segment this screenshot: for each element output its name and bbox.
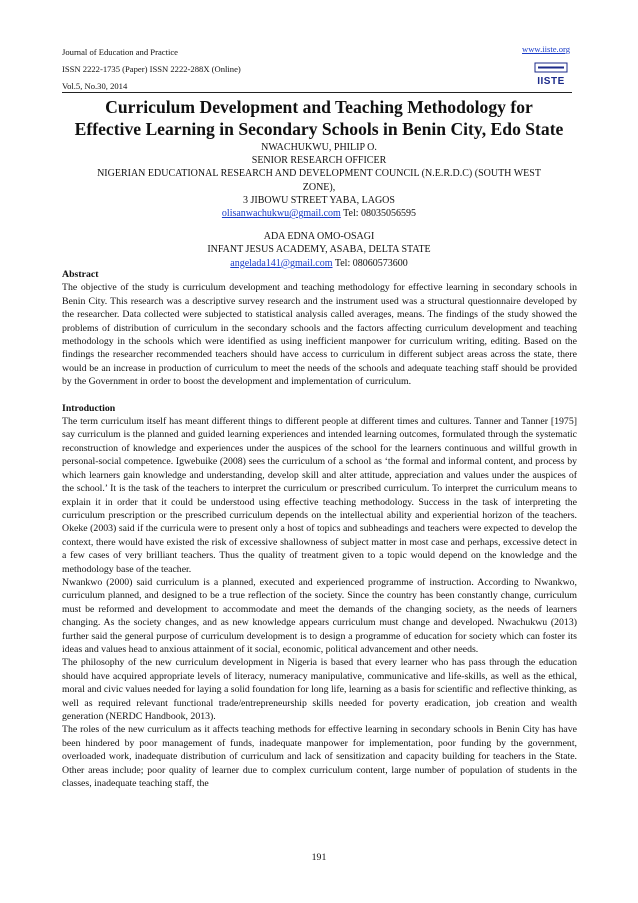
- author1-org-line-2: ZONE),: [302, 181, 336, 193]
- author1-role: SENIOR RESEARCH OFFICER: [251, 155, 387, 167]
- author-block: [62, 141, 576, 270]
- iiste-logo: [534, 62, 568, 88]
- author2-email-link[interactable]: angelada141@gmail.com: [230, 257, 333, 269]
- author1-contact: [62, 207, 576, 220]
- paper-title: [40, 96, 598, 140]
- header-divider: [62, 92, 572, 93]
- title-line-1: Curriculum Development and Teaching Methodology for: [105, 97, 533, 117]
- author1-tel: Tel: 08035056595: [340, 208, 417, 220]
- intro-paragraph: The roles of the new curriculum as it affects teaching methods for effective learning in secondary schools in Benin City has have been hindered by poor management of funds, inadequate manpower for implementation, poor funding by the government, overloaded work, inadequate distribution of curriculum and lack of sensitization and capacity building for teachers in the State. Other areas include; poor quality of learner due to complex curriculum content, large number of population of students in the classes, inadequate teaching staff, the: [62, 724, 577, 790]
- intro-paragraph: The philosophy of the new curriculum development in Nigeria is based that every learner who has pass through the education should have acquired appropriate levels of literacy, numeracy manipulative, communicative and life-skills, as well as the ethical, moral and civic values needed for laying a solid foundation for long life, learning as a basis for scientific and reflective thinking, as well as required relevant functional trade/entrepreneurship skills needed for poverty eradication, job creation and wealth generation (NERDC Handbook, 2013).: [62, 657, 577, 722]
- abstract-text: The objective of the study is curriculum development and teaching methodology for effective learning in secondary schools in Benin City. This research was a descriptive survey research and the instrument used was a structural questionnaire developed by the researcher. Data collected were subjected to statistical analysis called averages, means. The findings of the study showed the problems of distribution of curriculum in the secondary schools and the factors affecting curriculum development and teaching methodology in the schools which were identified as using inefficient manpower for curriculum writing, editing. Based on the findings the researcher recommended teachers should have access to curriculum in different subject areas across the state, there would be an increase in production of curriculum to meet the needs of the schools and adequate teaching staff should be provided by the Government in order to boost the development and implementation of curriculum.: [62, 282, 577, 388]
- author1-org-line-1: NIGERIAN EDUCATIONAL RESEARCH AND DEVELOPMENT COUNCIL (N.E.R.D.C) (SOUTH WEST: [97, 168, 541, 180]
- author1-email-link[interactable]: olisanwachukwu@gmail.com: [221, 208, 341, 220]
- author1-address: 3 JIBOWU STREET YABA, LAGOS: [243, 194, 395, 206]
- author2-org: INFANT JESUS ACADEMY, ASABA, DELTA STATE: [207, 244, 431, 256]
- intro-paragraph: The term curriculum itself has meant different things to different people at different times and cultures. Tanner and Tanner [1975] say curriculum is the planned and guided learning experiences and intended learning outcomes, formulated through the systematic reconstruction of knowledge and experiences under the auspices of the school for the learners continuous and willful growth in personal-social competence. Igwebuike (2008) sees the curriculum of a school as ‘the formal and informal content, and process by which learners gain knowledge and understanding, develop skill and alter attitude, appreciation and values under the auspices of the school.’ It is the task of the teachers to interpret the curriculum or prescribed curriculum. To interpret the curriculum means to explain it in order that it could be understood using effective teaching methodology. Success in the task of interpreting the curriculum prescription or the prescribed curriculum depends on the intellectual ability and experiential horizon of the teachers. Okeke (2003) said if the curricula were to present only a host of topics and subheadings and teachers were expected to develop the context, there would have existed the risk of excessive shallowness of subject matter in most case and perhaps, excessive detect in a few cases of very brilliant teachers. Thus the quality of treatment given to a topic would depend on the knowledge and the methodology base of the teacher.: [62, 416, 577, 575]
- introduction-heading: Introduction: [62, 402, 116, 414]
- abstract-heading: Abstract: [62, 269, 99, 280]
- paper-body: [62, 268, 577, 790]
- author1-name: NWACHUKWU, PHILIP O.: [261, 142, 377, 153]
- journal-header: [62, 44, 241, 95]
- page-number: 191: [311, 852, 327, 863]
- journal-volume: Vol.5, No.30, 2014: [62, 81, 128, 91]
- intro-paragraph: Nwankwo (2000) said curriculum is a planned, executed and experienced programme of instruction. According to Nwankwo, curriculum planned, and designed to be a true reflection of the society. Since the country has been constantly change, curriculum must be reformed and development to accommodate and meet the demands of the changing society, as the needs of learners changing. As the society changes, and as new knowledge appears curriculum must change and developed. Nwachukwu (2013) further said the general purpose of curriculum development is to design a programme of education for society which can foster its ideas and values head to anxious attainment of it social, economic, political advancement and other needs.: [62, 576, 577, 655]
- journal-issn: ISSN 2222-1735 (Paper) ISSN 2222-288X (Online): [62, 64, 241, 74]
- svg-text:IISTE: IISTE: [537, 76, 565, 87]
- journal-url-link[interactable]: www.iiste.org: [522, 44, 570, 54]
- title-line-2: Effective Learning in Secondary Schools in Benin City, Edo State: [74, 119, 564, 139]
- author2-name: ADA EDNA OMO-OSAGI: [263, 231, 375, 243]
- author2-tel: Tel: 08060573600: [332, 257, 408, 269]
- journal-name: Journal of Education and Practice: [62, 47, 178, 57]
